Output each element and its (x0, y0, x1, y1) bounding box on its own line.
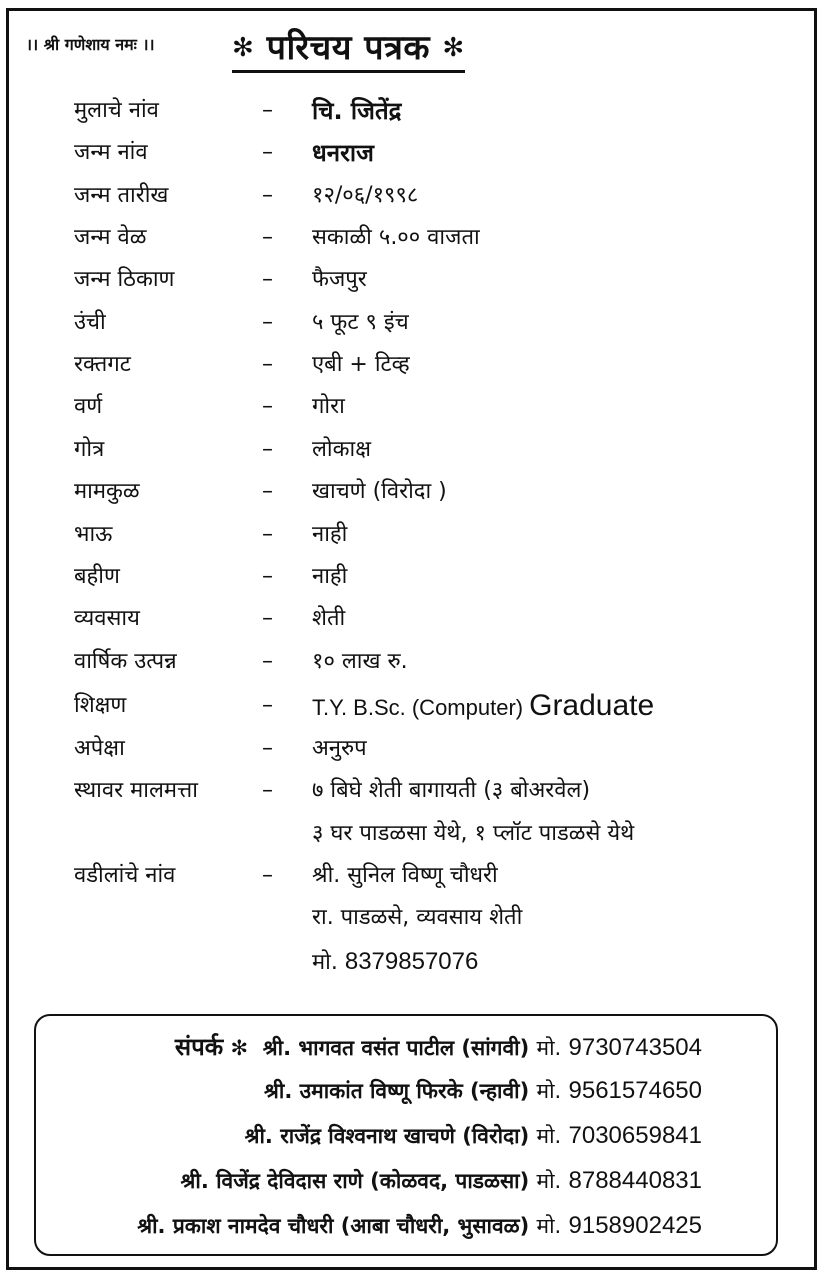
field-dash: – (262, 183, 273, 208)
field-row (0, 557, 827, 597)
mo-prefix: मो. (536, 1079, 562, 1103)
page-title-text: परिचय पत्रक (266, 28, 431, 68)
phone-number: 7030659841 (568, 1122, 702, 1149)
contact-name: श्री. भागवत वसंत पाटील (सांगवी) (262, 1036, 530, 1060)
field-value: नाही (312, 522, 348, 547)
field-label: जन्म नांव (74, 140, 148, 165)
contact-box (34, 1014, 778, 1256)
contact-heading: संपर्क (174, 1033, 224, 1061)
invocation-text: ।। श्री गणेशाय नमः ।। (26, 35, 155, 54)
field-label: वडीलांचे नांव (74, 863, 176, 888)
mo-prefix: मो. (536, 1036, 562, 1060)
field-value: श्री. सुनिल विष्णू चौधरी (312, 863, 498, 888)
mo-prefix: मो. (536, 1214, 562, 1238)
field-dash: – (262, 225, 273, 250)
field-label: शिक्षण (74, 693, 127, 718)
field-row (0, 345, 827, 385)
field-row (0, 133, 827, 173)
mo-prefix: मो. (536, 1169, 562, 1193)
field-value: चि. जितेंद्र (312, 97, 402, 125)
mo-prefix: मो. (536, 1124, 562, 1148)
mo-prefix: मो. (312, 950, 338, 975)
field-dash: – (262, 863, 273, 888)
field-value: ५ फूट ९ इंच (312, 310, 409, 335)
field-row (0, 303, 827, 343)
field-label: अपेक्षा (74, 736, 125, 761)
field-label: उंची (74, 310, 106, 335)
contact-line (137, 1209, 702, 1243)
field-label: रक्तगट (74, 352, 131, 377)
field-row (0, 771, 827, 811)
field-dash: – (262, 693, 273, 718)
phone-number: 9158902425 (568, 1212, 702, 1239)
field-value: १० लाख रु. (312, 649, 408, 674)
field-label: जन्म ठिकाण (74, 267, 175, 292)
field-dash: – (262, 98, 273, 123)
field-value-continued: ३ घर पाडळसा येथे, १ प्लॉट पाडळसे येथे (312, 821, 635, 846)
field-label: जन्म वेळ (74, 225, 147, 250)
education-extra: Graduate (529, 689, 655, 722)
field-label: मुलाचे नांव (74, 98, 159, 123)
contact-line (175, 1030, 702, 1065)
field-row (0, 218, 827, 258)
field-dash: – (262, 479, 273, 504)
field-row (0, 260, 827, 300)
contact-name: श्री. राजेंद्र विश्वनाथ खाचणे (विरोदा) (244, 1124, 530, 1148)
education-text: T.Y. B.Sc. (Computer) (312, 695, 524, 720)
field-row (0, 642, 827, 682)
field-row (0, 856, 827, 896)
phone-number: 8379857076 (344, 948, 479, 975)
field-dash: – (262, 649, 273, 674)
field-dash: – (262, 352, 273, 377)
field-row (0, 729, 827, 769)
star-icon: ✻ (232, 33, 255, 63)
field-row (0, 91, 827, 131)
contact-name: श्री. विजेंद्र देविदास राणे (कोळवद, पाडळसा) (180, 1169, 530, 1193)
field-row (0, 515, 827, 555)
field-value (312, 686, 654, 729)
field-value: एबी + टिव्ह (312, 352, 410, 377)
field-label: गोत्र (74, 437, 105, 462)
field-row (0, 387, 827, 427)
field-dash: – (262, 522, 273, 547)
field-value: नाही (312, 564, 348, 589)
field-value: सकाळी ५.०० वाजता (312, 225, 480, 250)
field-row (0, 430, 827, 470)
field-row (0, 686, 827, 726)
field-row (0, 472, 827, 512)
field-dash: – (262, 310, 273, 335)
field-value: लोकाक्ष (312, 437, 371, 462)
field-value: गोरा (312, 394, 345, 419)
field-value: १२/०६/१९९८ (312, 183, 419, 208)
phone-number: 9730743504 (568, 1034, 702, 1061)
field-row (0, 176, 827, 216)
star-icon: ✻ (442, 33, 465, 63)
phone-number: 9561574650 (568, 1077, 702, 1104)
field-value: शेती (312, 606, 346, 631)
field-dash: – (262, 778, 273, 803)
contact-name: श्री. उमाकांत विष्णू फिरके (न्हावी) (264, 1079, 530, 1103)
field-label: मामकुळ (74, 479, 140, 504)
field-dash: – (262, 394, 273, 419)
father-phone (312, 942, 478, 983)
field-value: खाचणे (विरोदा ) (312, 479, 447, 504)
field-label: भाऊ (74, 522, 113, 547)
field-label: स्थावर मालमत्ता (74, 778, 198, 803)
field-dash: – (262, 736, 273, 761)
contact-line (245, 1119, 702, 1153)
field-value: अनुरुप (312, 736, 367, 761)
field-dash: – (262, 267, 273, 292)
phone-number: 8788440831 (568, 1167, 702, 1194)
field-value: ७ बिघे शेती बागायती (३ बोअरवेल) (312, 778, 591, 803)
field-dash: – (262, 606, 273, 631)
field-label: व्यवसाय (74, 606, 140, 631)
contact-line (264, 1074, 702, 1108)
contact-name: श्री. प्रकाश नामदेव चौधरी (आबा चौधरी, भुसावळ) (137, 1214, 530, 1238)
field-value: फैजपुर (312, 267, 367, 292)
field-label: जन्म तारीख (74, 183, 169, 208)
field-label: वर्ण (74, 394, 103, 419)
field-row (0, 599, 827, 639)
field-value-continued: रा. पाडळसे, व्यवसाय शेती (312, 905, 523, 930)
field-dash: – (262, 564, 273, 589)
field-value: धनराज (312, 139, 374, 167)
field-label: बहीण (74, 564, 120, 589)
page-title (232, 28, 465, 73)
field-label: वार्षिक उत्पन्न (74, 649, 177, 674)
star-icon: ✻ (230, 1036, 249, 1060)
contact-line (181, 1164, 702, 1198)
field-dash: – (262, 437, 273, 462)
field-dash: – (262, 140, 273, 165)
